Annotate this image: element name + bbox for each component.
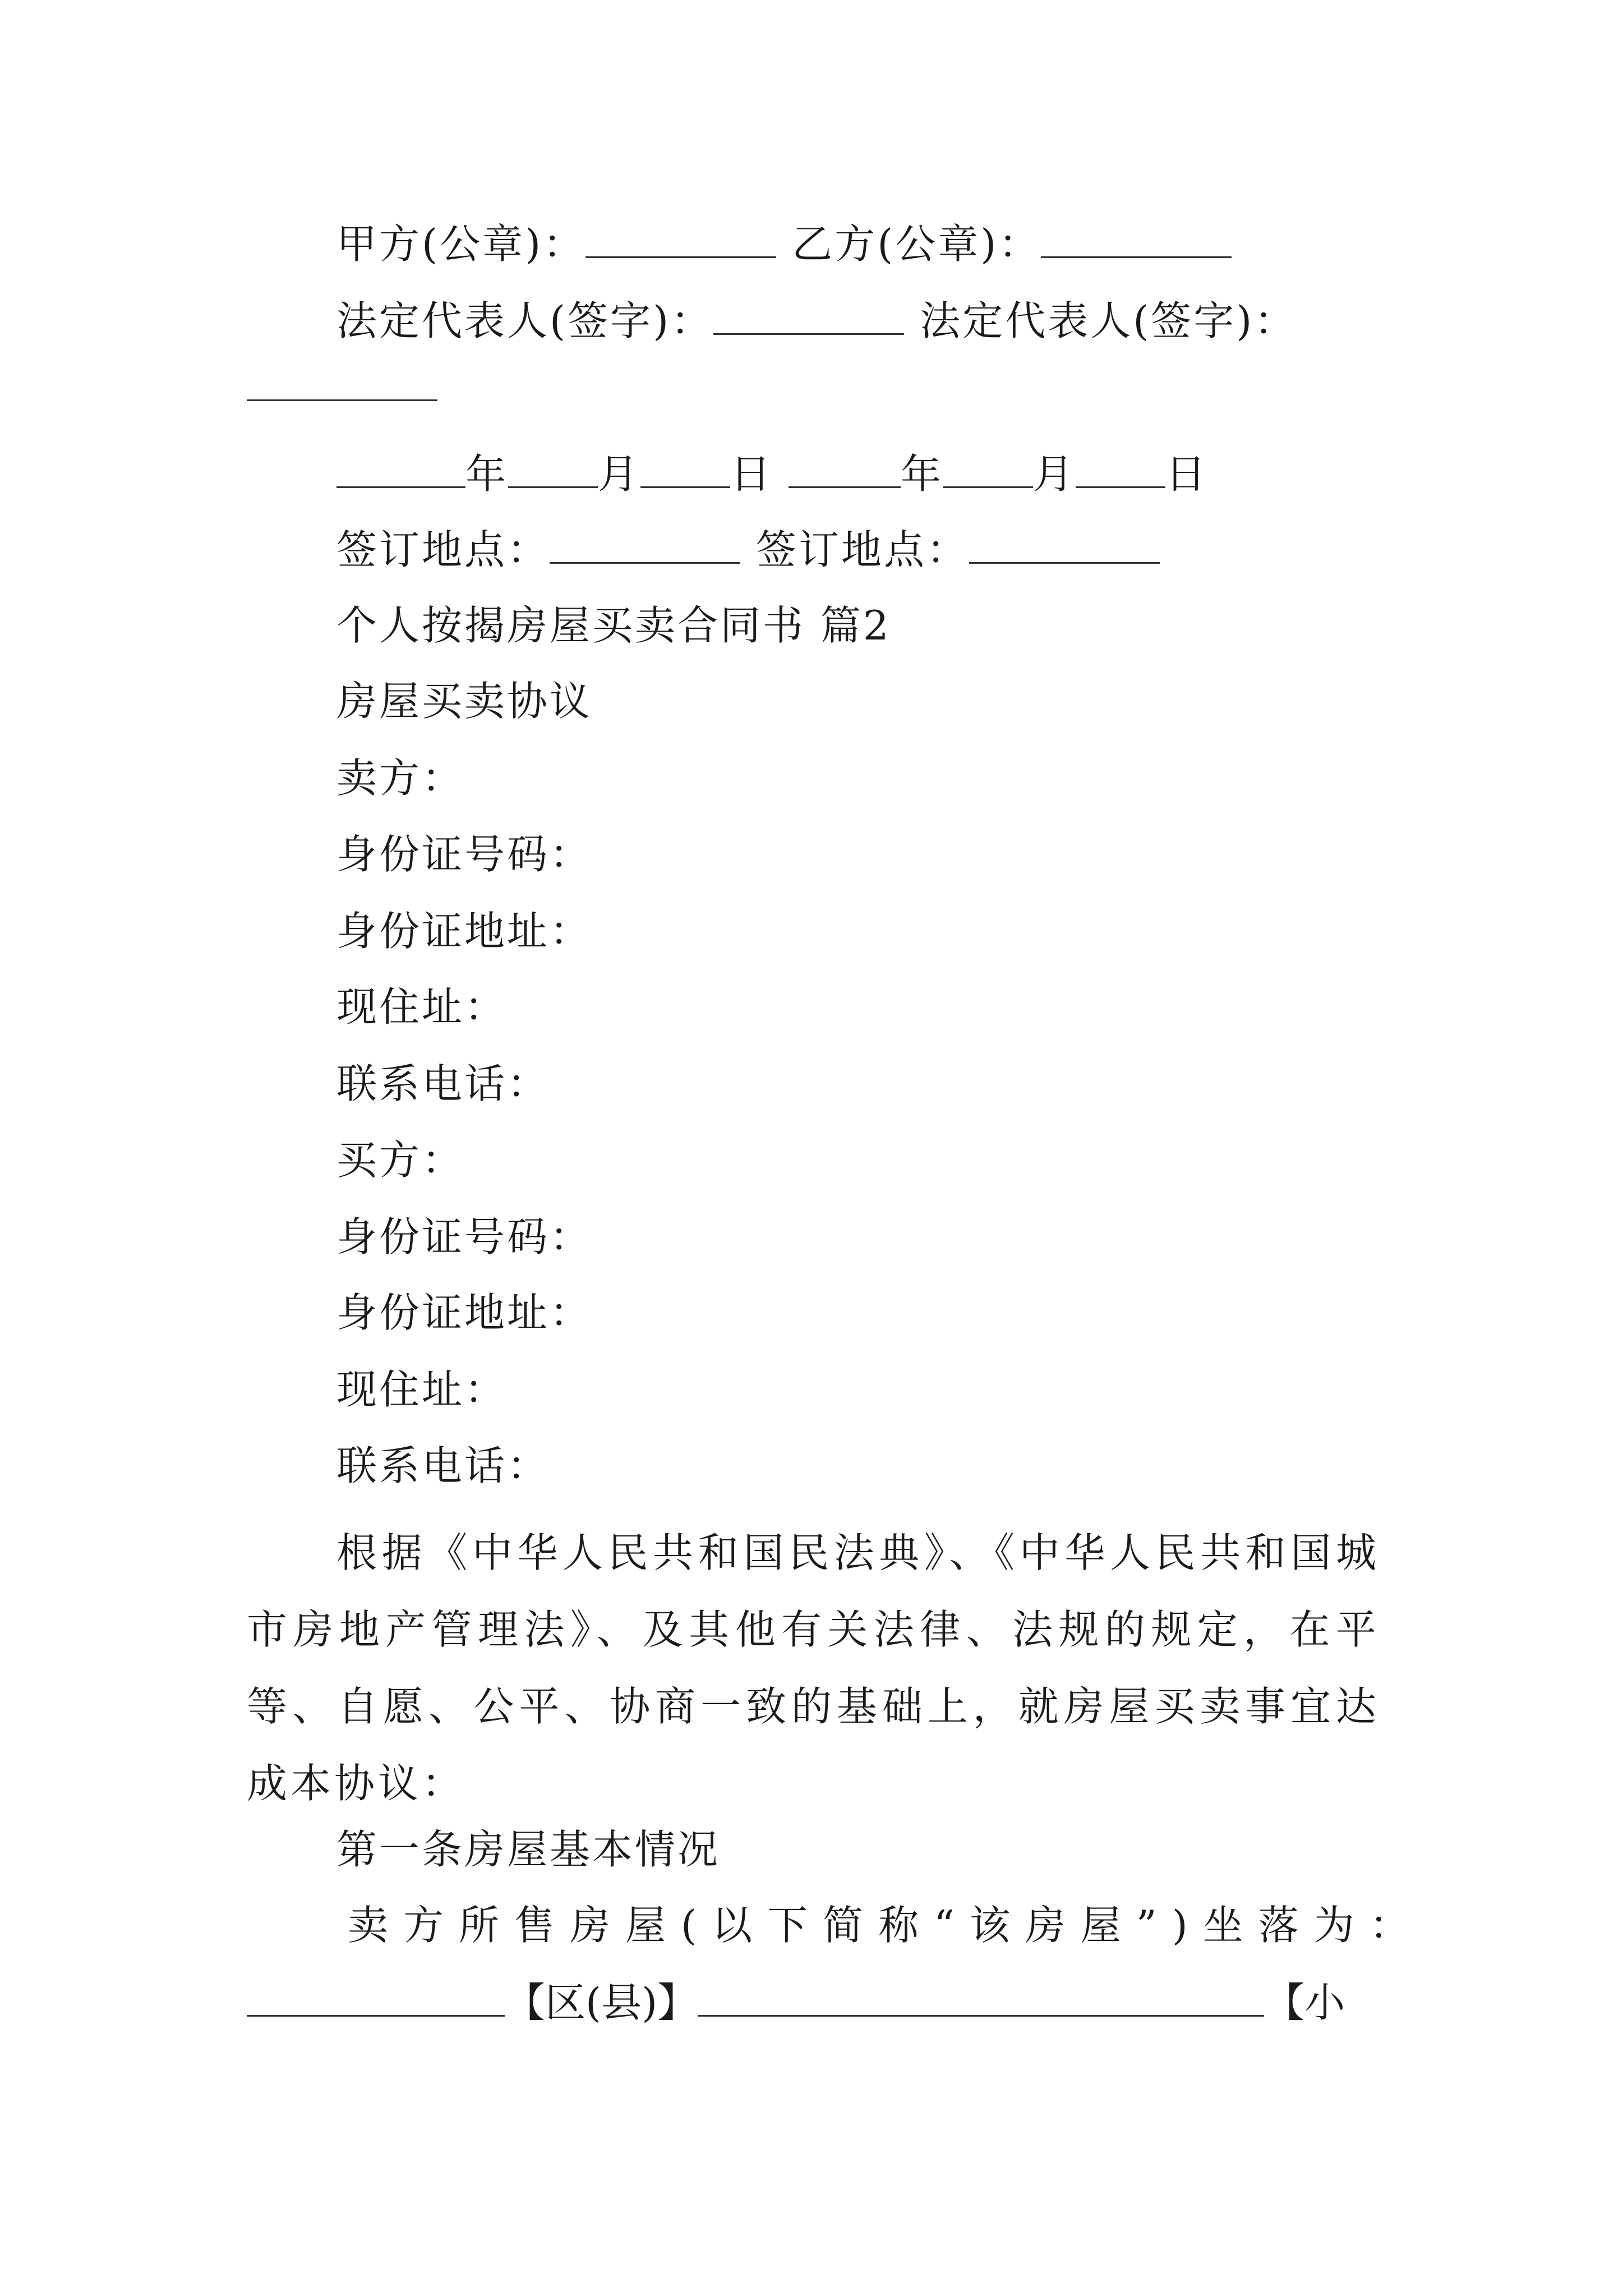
address-fill-line (247, 1975, 1385, 2031)
legal-rep-line (336, 293, 1297, 349)
seller-label: 卖方： (336, 754, 465, 802)
legal-rep-b-label: 法定代表人(签字)： (920, 297, 1297, 344)
buyer-current-address: 现住址： (336, 1366, 508, 1413)
year-b-label: 年 (901, 450, 944, 498)
party-b-seal-blank[interactable] (1041, 219, 1232, 258)
sign-place-line (336, 522, 1160, 578)
legal-rep-a-label: 法定代表人(签字)： (336, 297, 714, 344)
month-a-label: 月 (598, 450, 641, 498)
party-a-seal-label: 甲方(公章)： (336, 220, 586, 268)
day-b-blank[interactable] (1076, 449, 1165, 488)
city-blank[interactable] (247, 1978, 505, 2017)
agreement-title: 房屋买卖协议 (336, 678, 593, 725)
sign-place-b-label: 签订地点： (756, 526, 970, 573)
month-b-label: 月 (1033, 450, 1076, 498)
article1-location-text: 卖方所售房屋(以下简称“该房屋”)坐落为： (348, 1902, 1425, 1949)
seller-current-address: 现住址： (336, 983, 508, 1030)
district-label: 【区(县)】 (505, 1979, 698, 2026)
legal-rep-b-blank-line (247, 359, 437, 415)
party-b-seal-label: 乙方(公章)： (792, 220, 1041, 268)
seller-phone: 联系电话： (336, 1060, 550, 1107)
next-label: 【小 (1264, 1979, 1345, 2026)
day-b-label: 日 (1165, 450, 1209, 498)
sign-place-a-label: 签订地点： (336, 526, 550, 573)
month-a-blank[interactable] (508, 449, 598, 488)
date-line (336, 446, 1208, 502)
year-a-blank[interactable] (336, 449, 465, 488)
buyer-label: 买方： (336, 1137, 465, 1184)
year-b-blank[interactable] (789, 449, 901, 488)
buyer-id-address: 身份证地址： (336, 1289, 593, 1336)
seller-id-address: 身份证地址： (336, 908, 593, 955)
seal-line (336, 216, 1232, 272)
sign-place-a-blank[interactable] (550, 525, 740, 564)
month-b-blank[interactable] (943, 449, 1033, 488)
day-a-label: 日 (730, 450, 773, 498)
legal-rep-a-blank[interactable] (713, 296, 904, 335)
section-title: 个人按揭房屋买卖合同书 篇2 (336, 602, 891, 649)
buyer-phone: 联系电话： (336, 1442, 550, 1489)
buyer-id-number: 身份证号码： (336, 1213, 593, 1260)
district-blank[interactable] (698, 1978, 1264, 2017)
year-a-label: 年 (465, 450, 509, 498)
sign-place-b-blank[interactable] (969, 525, 1160, 564)
preamble-paragraph: 根据《中华人民共和国民法典》、《中华人民共和国城市房地产管理法》、及其他有关法律、法规的规定，在平等、自愿、公平、协商一致的基础上，就房屋买卖事宜达成本协议： (247, 1529, 1380, 1807)
party-a-seal-blank[interactable] (585, 219, 776, 258)
article1-title: 第一条房屋基本情况 (336, 1826, 721, 1873)
day-a-blank[interactable] (640, 449, 730, 488)
legal-rep-b-blank[interactable] (247, 362, 437, 401)
seller-id-number: 身份证号码： (336, 831, 593, 878)
